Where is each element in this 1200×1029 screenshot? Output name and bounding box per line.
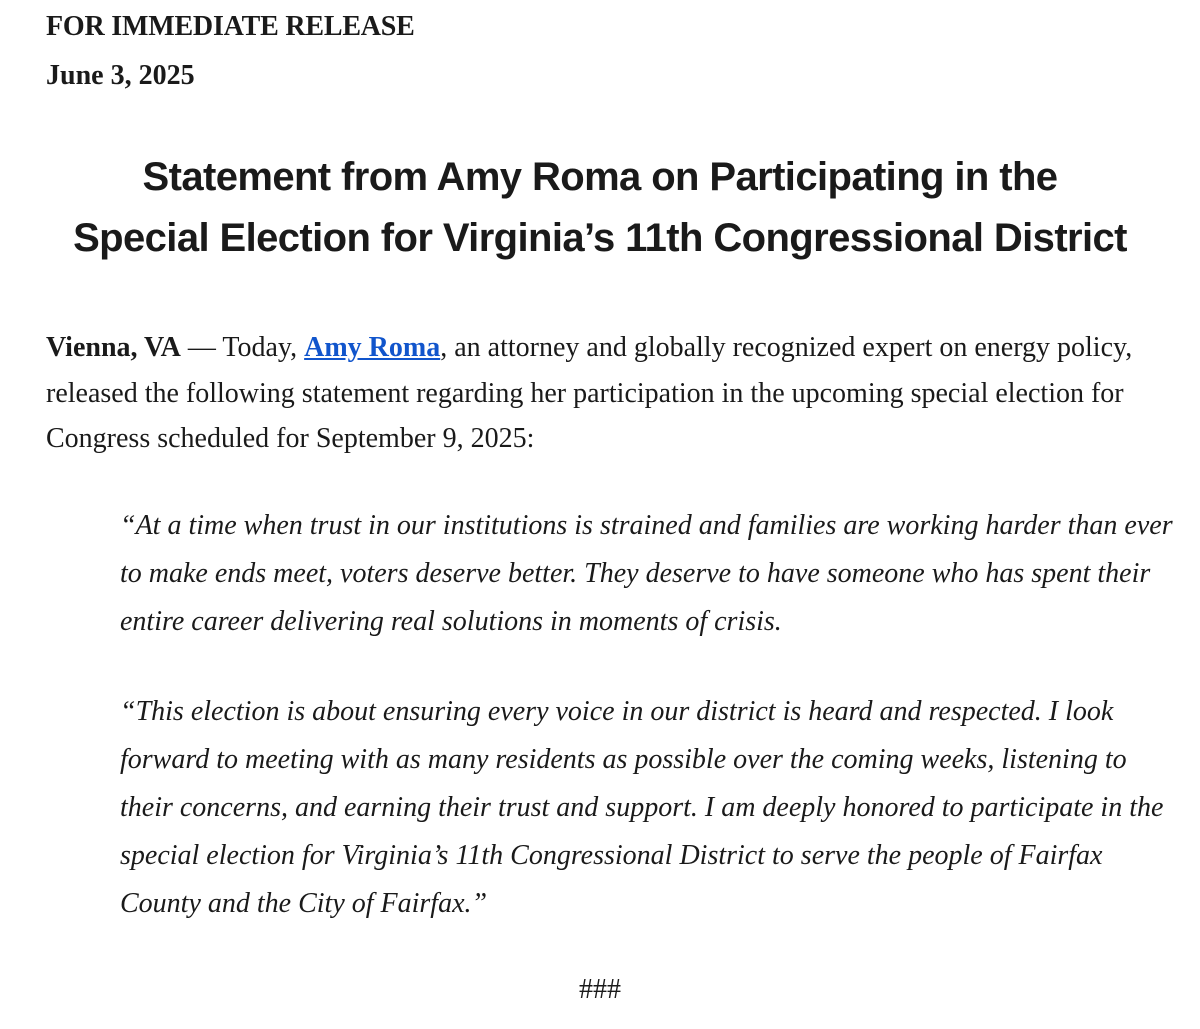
dateline: Vienna, VA [46, 332, 181, 363]
release-date: June 3, 2025 [46, 60, 195, 91]
headline-line-2: Special Election for Virginia’s 11th Congressional District [73, 216, 1127, 260]
quote-paragraph-2: “This election is about ensuring every voice in our district is heard and respected. I look forward to meeting with as many residents as possible over the coming weeks, listening to their concerns, and earning their trust and support. I am deeply honored to participate in the special election for Virginia’s 11th Congressional District to serve the people of Fairfax County and the City of Fairfax.” [120, 696, 1164, 919]
press-release-headline [0, 147, 1200, 269]
quote-paragraph-1: “At a time when trust in our institutions is strained and families are working harder than ever to make ends meet, voters deserve better. They deserve to have someone who has spent their entire career delivering real solutions in moments of crisis. [120, 510, 1173, 637]
lead-paragraph [46, 325, 1156, 462]
end-of-release-mark: ### [579, 974, 621, 1005]
headline-line-1: Statement from Amy Roma on Participating in the [142, 155, 1058, 199]
release-label: FOR IMMEDIATE RELEASE [46, 11, 415, 42]
lead-body-text: , an attorney and globally recognized expert on energy policy, released the following statement regarding her participation in the upcoming special election for Congress scheduled for September 9, 2025: [46, 332, 1133, 454]
lead-dash-text: — Today, [180, 332, 305, 363]
amy-roma-link[interactable]: Amy Roma [304, 332, 441, 363]
